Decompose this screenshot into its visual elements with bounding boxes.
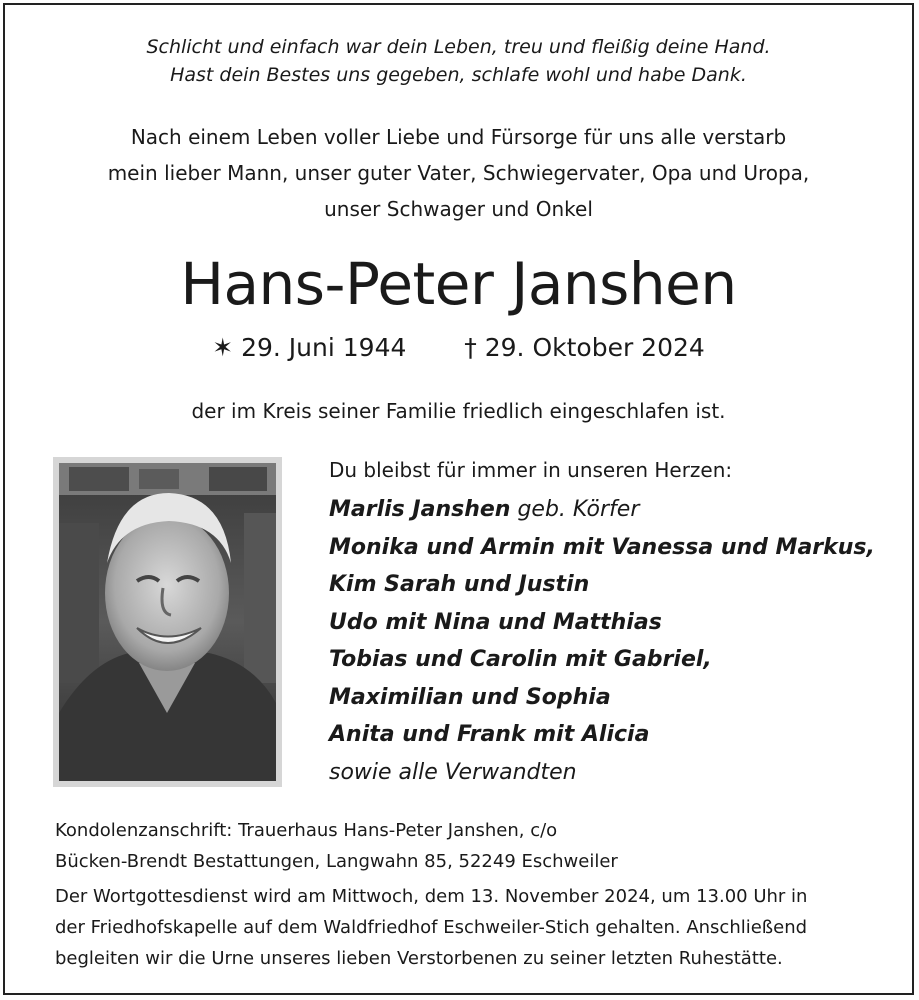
- condolence-address: Kondolenzanschrift: Trauerhaus Hans-Peter Janshen, c/o: [55, 820, 558, 841]
- family-member: [329, 491, 899, 529]
- birth-star-icon: ✶: [212, 333, 234, 362]
- family-member: Tobias und Carolin mit Gabriel,: [329, 647, 712, 672]
- death-date: 29. Oktober 2024: [484, 333, 705, 362]
- footer-info: [55, 815, 894, 974]
- intro-line: unser Schwager und Onkel: [324, 197, 593, 221]
- relatives-line: sowie alle Verwandten: [329, 759, 577, 785]
- closing-line: der im Kreis seiner Familie friedlich eingeschlafen ist.: [191, 399, 726, 423]
- obituary-notice: [3, 3, 914, 995]
- birth-date: 29. Juni 1944: [241, 333, 407, 362]
- family-member: Maximilian und Sophia: [329, 684, 611, 710]
- intro-text: [5, 119, 912, 227]
- intro-line: Nach einem Leben voller Liebe und Fürsorge für uns alle verstarb: [130, 125, 787, 149]
- family-heading: Du bleibst für immer in unseren Herzen:: [329, 458, 733, 482]
- family-member: Udo mit Nina und Matthias: [329, 609, 662, 635]
- spouse-name: Marlis Janshen: [329, 497, 511, 522]
- service-info: Der Wortgottesdienst wird am Mittwoch, dem 13. November 2024, um 13.00 Uhr in: [55, 886, 808, 907]
- deceased-name: Hans-Peter Janshen: [180, 250, 737, 318]
- portrait-photo: [53, 457, 282, 787]
- service-info: der Friedhofskapelle auf dem Waldfriedhof Eschweiler-Stich gehalten. Anschließend: [55, 917, 808, 938]
- portrait-image: [59, 463, 276, 781]
- intro-line: mein lieber Mann, unser guter Vater, Schwiegervater, Opa und Uropa,: [107, 161, 810, 185]
- spouse-birth-name: geb. Körfer: [510, 497, 640, 522]
- family-list: [329, 453, 899, 791]
- family-member: Monika und Armin mit Vanessa und Markus,: [329, 534, 875, 560]
- poem-line: Schlicht und einfach war dein Leben, treu und fleißig deine Hand.: [146, 36, 771, 58]
- family-member: Kim Sarah und Justin: [329, 572, 590, 597]
- service-info: begleiten wir die Urne unseres lieben Verstorbenen zu seiner letzten Ruhestätte.: [55, 948, 783, 969]
- death-cross-icon: †: [464, 333, 477, 362]
- condolence-address: Bücken-Brendt Bestattungen, Langwahn 85, 52249 Eschweiler: [55, 851, 618, 872]
- poem-line: Hast dein Bestes uns gegeben, schlafe wohl und habe Dank.: [170, 64, 747, 86]
- poem: [5, 33, 912, 89]
- family-member: Anita und Frank mit Alicia: [329, 722, 650, 747]
- life-dates: [5, 329, 912, 367]
